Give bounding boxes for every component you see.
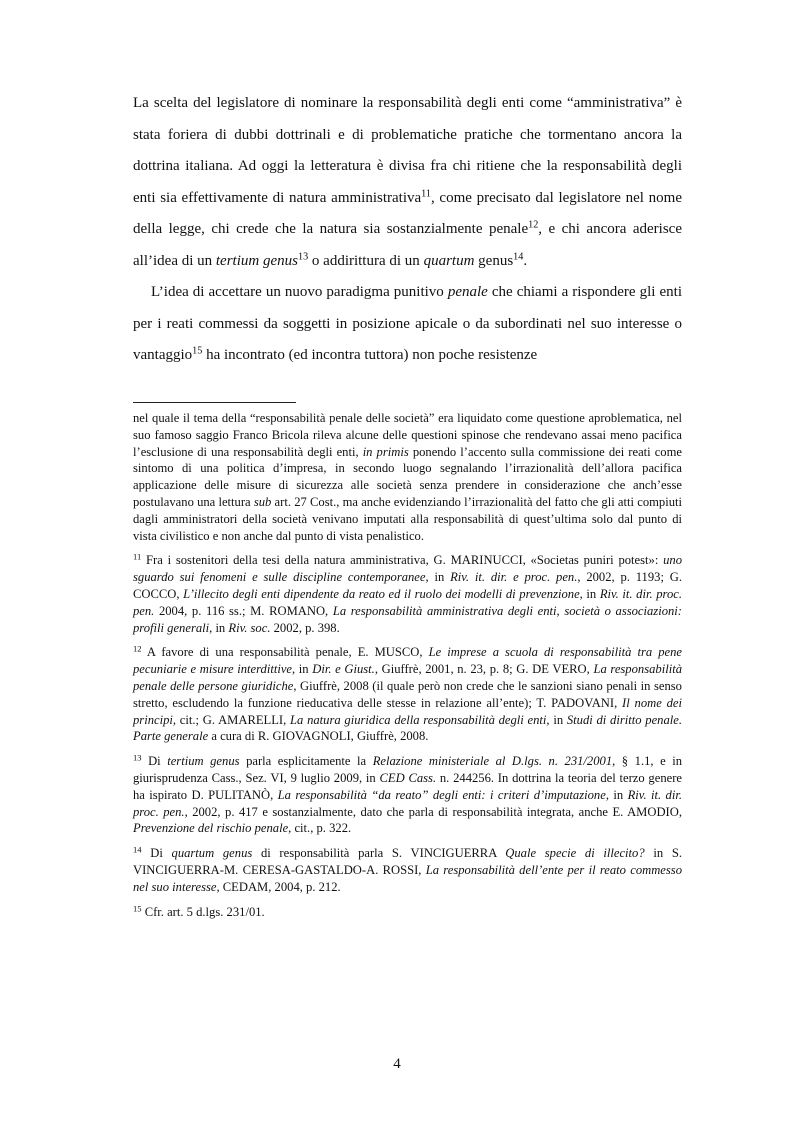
footnote-text: , Giuffrè, 2001, n. 23, p. 8; G. DE VERO, [374,662,594,677]
footnote-text: , in [605,787,628,802]
footnote-12 [133,644,682,745]
footnote-italic: tertium genus [167,754,240,769]
footnote-number: 12 [133,643,142,654]
footnote-text: n. 244256. In dottrina la teoria del terzo genere ha ispirato D. PULITANÒ, [133,770,682,802]
footnote-italic: in primis [362,444,409,459]
footnote-text: , in [292,662,313,677]
footnote-text: Cfr. art. 5 d.lgs. 231/01. [141,904,265,919]
footnote-text: CEDAM, 2004, p. 212. [219,879,341,894]
italic-term: tertium genus [215,252,298,269]
paragraph-text: ha incontrato (ed incontra tuttora) non poche resistenze [202,347,538,363]
footnote-text: 2002, p. 398. [270,620,340,635]
footnote-italic: Studi di diritto penale. Parte generale [133,712,683,744]
footnote-text: , cit.; G. AMARELLI, [172,712,291,727]
footnotes [133,410,682,928]
paragraph-text: L’idea di accettare un nuovo paradigma punitivo [151,284,448,300]
paragraph-text: . [523,252,528,269]
footnote-text: § 1.1, e in giurisprudenza Cass., Sez. VI, 9 luglio 2009, in [133,754,682,785]
footnote-italic: Prevenzione del rischio penale [133,821,289,836]
footnote-14 [133,845,682,895]
footnote-text: , cit., p. 322. [288,821,352,836]
footnote-text: Di [141,846,172,861]
footnote-italic: La responsabilità penale delle persone giuridiche [133,662,682,693]
footnote-number: 13 [133,752,142,763]
footnote-italic: La natura giuridica della responsabilità degli enti, [290,712,550,727]
footnote-italic: Dir. e Giust. [312,662,375,677]
footnote-italic: La responsabilità amministrativa degli enti, società o associazioni: profili generali [133,603,682,635]
footnote-number: 15 [133,902,142,913]
footnote-number: 14 [133,844,142,855]
footnote-ref-13: 13 [297,250,309,262]
page-number: 4 [393,1056,401,1072]
paragraph-text: , come precisato dal legislatore nel nome della legge, chi crede che la natura sia sostanzialmente penale [133,189,682,237]
footnote-text: ponendo l’accento sulla commissione dei reati come sintomo di una politica d’impresa, in secondo luogo segnalando l’irrazionalità dell’allora pacifica applicazione delle misure di sicurezza alle società senza prendere in considerazione che anch’esse postulavano una lettura [133,444,682,509]
paragraph-text: o addirittura di un [308,252,424,269]
footnote-text: Fra i sostenitori della tesi della natura amministrativa, G. MARINUCCI, «Societas puniri potest»: [141,553,664,568]
footnote-number: 11 [133,551,142,562]
footnote-italic: La responsabilità dell’ente per il reato commesso nel suo interesse, [133,862,682,894]
footnote-ref-11: 11 [421,187,431,199]
body-text [133,88,682,372]
footnote-ref-14: 14 [513,250,524,262]
paragraph-2 [133,277,682,372]
footnote-italic: Riv. soc. [228,620,271,635]
paragraph-1 [133,88,682,277]
footnote-separator [133,402,296,403]
footnote-italic: Relazione ministeriale al D.lgs. n. 231/2001, [372,754,616,769]
paragraph-text: che chiami a rispondere gli enti per i reati commessi da soggetti in posizione apicale o da subordinati nel suo interesse o vantaggio [133,284,683,363]
footnote-text: , in [579,586,600,601]
footnote-italic: L’illecito degli enti dipendente da reato ed il ruolo dei modelli di prevenzione [183,586,580,601]
footnote-text: art. 27 Cost., ma anche evidenziando l’irrazionalità del fatto che gli atti compiuti dagli amministratori della società venivano imputati alla responsabilità di quest’ultima solo dal punto di vista civilistico e non anche dal punto di vista penalistico. [133,494,682,543]
footnote-text: in S. VINCIGUERRA-M. CERESA-GASTALDO-A. ROSSI, [133,846,682,877]
footnote-text: , 2002, p. 1193; G. COCCO, [133,570,682,601]
paragraph-text: La scelta del legislatore di nominare la responsabilità degli enti come “amministrativa” è stata foriera di dubbi dottrinali e di problematiche pratiche che tormentano ancora la dottrina italiana. Ad oggi la letteratura è divisa fra chi ritiene che la responsabilità degli enti sia effettivamente di natura amministrativa [133,95,682,206]
footnote-italic: quartum genus [171,846,253,861]
footnote-italic: Riv. it. dir. proc. pen. [133,586,682,618]
footnote-italic: uno sguardo sui fenomeni e sulle discipline contemporanee [133,553,682,585]
italic-term: penale [447,284,488,300]
footnote-italic: Le imprese a scuola di responsabilità tra pene pecuniarie e misure interdittive [133,645,682,677]
footnote-text: , in [425,570,451,585]
footnote-italic: La responsabilità “da reato” degli enti: i criteri d’imputazione [277,787,606,802]
footnote-text: , Giuffrè, 2008 (il quale però non crede che le sanzioni siano penali in senso stretto, escludendo la funzione rieducativa delle stesse in relazione all’ente); T. PADOVANI, [133,678,682,710]
footnote-text: parla esplicitamente la [239,754,373,769]
footnote-15 [133,904,682,921]
footnote-italic: CED Cass. [379,770,437,785]
footnote-text: A favore di una responsabilità penale, E. MUSCO, [141,645,429,660]
footnote-italic: sub [253,494,272,509]
footnote-ref-15: 15 [192,345,203,357]
footnote-italic: Quale specie di illecito? [505,846,645,861]
footnote-text: di responsabilità parla S. VINCIGUERRA [252,846,506,861]
paragraph-text: , e chi ancora aderisce all’idea di un [133,221,682,269]
footnote-text: 2004, p. 116 ss.; M. ROMANO, [154,603,333,618]
footnote-text: , 2002, p. 417 e sostanzialmente, dato che parla di responsabilità integrata, anche E. AMODIO, [184,804,682,819]
footnote-11 [133,552,682,636]
italic-term: quartum [423,252,475,269]
footnote-text: nel quale il tema della “responsabilità penale delle società” era liquidato come questione aproblematica, nel suo famoso saggio Franco Bricola rileva alcune delle questioni spinose che rendevano assai meno pacifica l’esclusione di una responsabilità degli enti, [133,411,682,459]
footnote-text: Di [141,754,168,769]
paragraph-text: genus [474,252,514,269]
footnote-text: , in [209,620,229,635]
footnote-ref-12: 12 [528,219,539,231]
footnote-text: in [549,712,567,727]
footnote-italic: Riv. it. dir. e proc. pen. [450,570,578,585]
footnote-continuation [133,410,682,544]
footnote-13 [133,753,682,837]
footnote-italic: Il nome dei principi [133,695,682,727]
footnote-italic: Riv. it. dir. proc. pen. [133,787,682,819]
footnote-text: a cura di R. GIOVAGNOLI, Giuffrè, 2008. [208,729,429,744]
